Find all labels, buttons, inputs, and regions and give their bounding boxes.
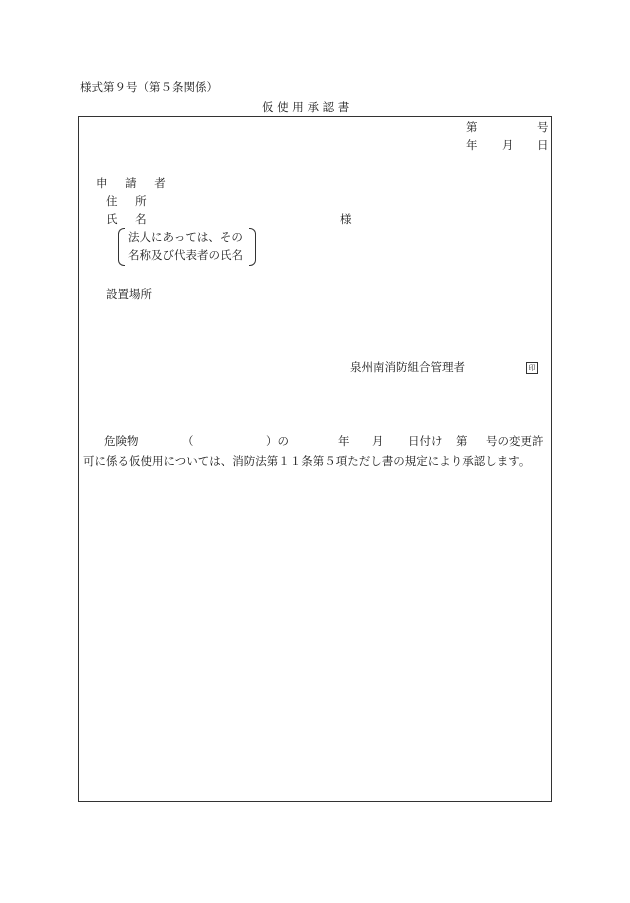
honorific-sama: 様 xyxy=(340,212,352,226)
form-id: 様式第９号（第５条関係） xyxy=(80,80,218,94)
applicant-heading: 申 請 者 xyxy=(96,176,173,190)
address-label: 住 所 xyxy=(106,194,154,208)
seal-mark: 印 xyxy=(526,362,538,374)
corporate-note-line1: 法人にあっては、その xyxy=(128,230,243,244)
document-title: 仮 使 用 承 認 書 xyxy=(262,100,350,114)
issuer-name: 泉州南消防組合管理者 xyxy=(350,360,465,374)
number-go: 号 xyxy=(537,120,549,134)
body-year: 年 xyxy=(338,434,350,448)
name-label: 氏 名 xyxy=(106,212,154,226)
body-paren-close: ）の xyxy=(266,434,289,448)
corporate-note-line2: 名称及び代表者の氏名 xyxy=(128,248,243,262)
left-bracket xyxy=(118,228,125,266)
date-day: 日 xyxy=(537,138,549,152)
date-year: 年 xyxy=(466,138,478,152)
location-label: 設置場所 xyxy=(106,287,152,301)
body-day-dated: 日付け xyxy=(408,434,443,448)
date-month: 月 xyxy=(502,138,514,152)
body-line2: 可に係る仮使用については、消防法第１１条第５項ただし書の規定により承認します。 xyxy=(83,454,531,468)
right-bracket xyxy=(249,228,256,266)
body-kikenbutsu: 危険物 xyxy=(104,434,139,448)
body-month: 月 xyxy=(372,434,384,448)
number-dai: 第 xyxy=(466,120,478,134)
body-go-tail: 号の変更許 xyxy=(486,434,544,448)
body-dai: 第 xyxy=(456,434,468,448)
body-paren-open: （ xyxy=(182,434,194,448)
